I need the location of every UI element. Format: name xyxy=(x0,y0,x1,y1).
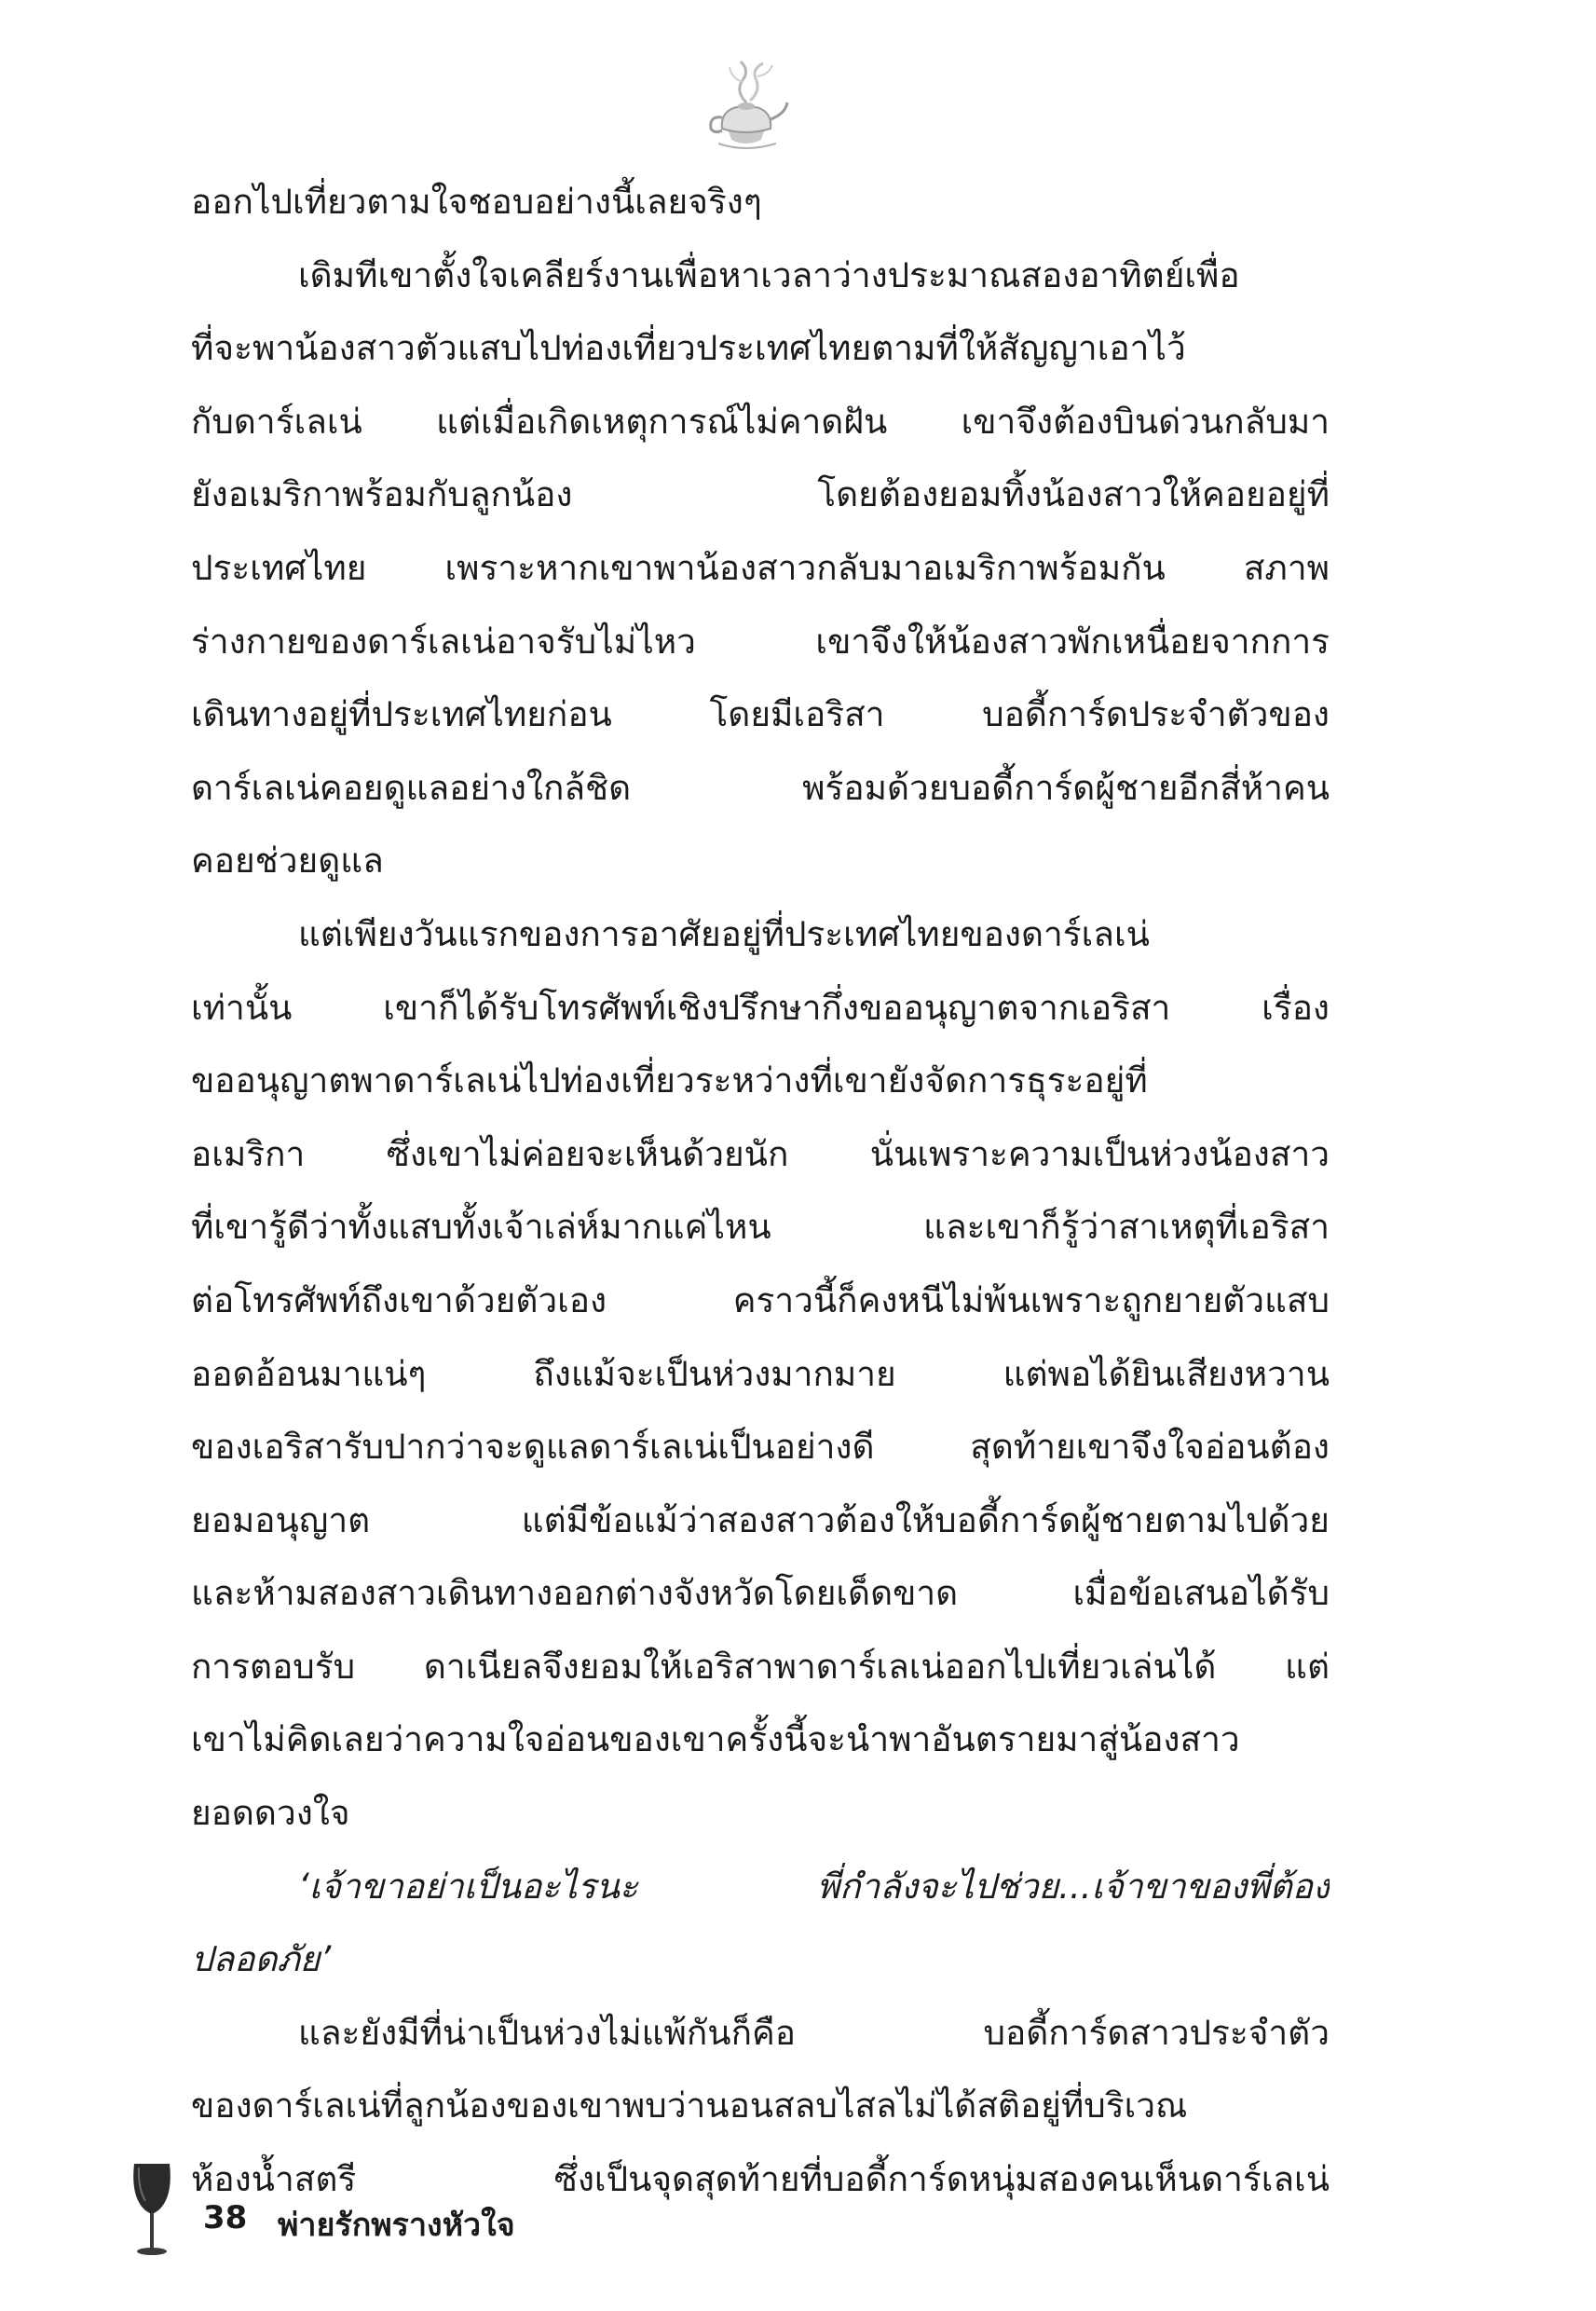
teapot-ornament-icon xyxy=(694,54,797,157)
body-line: ต่อโทรศัพท์ถึงเขาด้วยตัวเอง คราวนี้ก็คงหนีไม่พ้นเพราะถูกยายตัวแสบ xyxy=(191,1279,1330,1320)
body-line: ของดาร์เลเน่ที่ลูกน้องของเขาพบว่านอนสลบไสลไม่ได้สติอยู่ที่บริเวณ xyxy=(191,2085,1188,2126)
body-line: ออดอ้อนมาแน่ๆ ถึงแม้จะเป็นห่วงมากมาย แต่พอได้ยินเสียงหวาน xyxy=(191,1353,1330,1394)
body-line: ที่จะพาน้องสาวตัวแสบไปท่องเที่ยวประเทศไทยตามที่ให้สัญญาเอาไว้ xyxy=(191,328,1186,369)
body-line: อเมริกา ซึ่งเขาไม่ค่อยจะเห็นด้วยนัก นั่นเพราะความเป็นห่วงน้องสาว xyxy=(191,1133,1330,1174)
body-line: และห้ามสองสาวเดินทางออกต่างจังหวัดโดยเด็ดขาด เมื่อข้อเสนอได้รับ xyxy=(191,1573,1330,1614)
wine-glass-icon xyxy=(130,2160,173,2258)
body-line: ยอดดวงใจ xyxy=(191,1793,350,1834)
body-line: การตอบรับ ดาเนียลจึงยอมให้เอริสาพาดาร์เลเน่ออกไปเที่ยวเล่นได้ แต่ xyxy=(191,1646,1330,1687)
body-line: ดาร์เลเน่คอยดูแลอย่างใกล้ชิด พร้อมด้วยบอดี้การ์ดผู้ชายอีกสี่ห้าคน xyxy=(191,767,1330,808)
body-line: คอยช่วยดูแล xyxy=(191,841,384,882)
body-line: ออกไปเที่ยวตามใจชอบอย่างนี้เลยจริงๆ xyxy=(191,182,762,222)
body-line: แต่เพียงวันแรกของการอาศัยอยู่ที่ประเทศไทยของดาร์เลเน่ xyxy=(298,913,1150,954)
body-line: ยอมอนุญาต แต่มีข้อแม้ว่าสองสาวต้องให้บอดี้การ์ดผู้ชายตามไปด้วย xyxy=(191,1499,1330,1540)
body-line: กับดาร์เลเน่ แต่เมื่อเกิดเหตุการณ์ไม่คาดฝัน เขาจึงต้องบินด่วนกลับมา xyxy=(191,401,1330,442)
body-line: ขออนุญาตพาดาร์เลเน่ไปท่องเที่ยวระหว่างที่เขายังจัดการธุระอยู่ที่ xyxy=(191,1060,1148,1101)
body-line: เดินทางอยู่ที่ประเทศไทยก่อน โดยมีเอริสา บอดี้การ์ดประจำตัวของ xyxy=(191,694,1330,735)
body-line: และยังมีที่น่าเป็นห่วงไม่แพ้กันก็คือ บอดี้การ์ดสาวประจำตัว xyxy=(298,2012,1330,2053)
body-line: ปลอดภัย’ xyxy=(191,1939,332,1980)
body-line: ที่เขารู้ดีว่าทั้งแสบทั้งเจ้าเล่ห์มากแค่ไหน และเขาก็รู้ว่าสาเหตุที่เอริสา xyxy=(191,1207,1330,1248)
page-footer xyxy=(130,2160,969,2263)
body-text xyxy=(191,166,1330,2217)
body-line: เท่านั้น เขาก็ได้รับโทรศัพท์เชิงปรึกษากึ่งขออนุญาตจากเอริสา เรื่อง xyxy=(191,987,1330,1028)
page-number: 38 xyxy=(203,2199,248,2236)
body-line: ประเทศไทย เพราะหากเขาพาน้องสาวกลับมาอเมริกาพร้อมกัน สภาพ xyxy=(191,547,1330,588)
body-line: ของเอริสารับปากว่าจะดูแลดาร์เลเน่เป็นอย่างดี สุดท้ายเขาจึงใจอ่อนต้อง xyxy=(191,1427,1330,1468)
body-line: เขาไม่คิดเลยว่าความใจอ่อนของเขาครั้งนี้จะนำพาอันตรายมาสู่น้องสาว xyxy=(191,1719,1240,1760)
body-line: ห้องน้ำสตรี ซึ่งเป็นจุดสุดท้ายที่บอดี้การ์ดหนุ่มสองคนเห็นดาร์เลเน่ xyxy=(191,2159,1330,2200)
book-title: พ่ายรักพรางหัวใจ xyxy=(278,2207,515,2244)
body-line: ร่างกายของดาร์เลเน่อาจรับไม่ไหว เขาจึงให้น้องสาวพักเหนื่อยจากการ xyxy=(191,621,1330,662)
body-line: เดิมทีเขาตั้งใจเคลียร์งานเพื่อหาเวลาว่างประมาณสองอาทิตย์เพื่อ xyxy=(298,254,1240,295)
body-line: ยังอเมริกาพร้อมกับลูกน้อง โดยต้องยอมทิ้งน้องสาวให้คอยอยู่ที่ xyxy=(191,474,1330,515)
body-line: ‘เจ้าขาอย่าเป็นอะไรนะ พี่กำลังจะไปช่วย...เจ้าขาของพี่ต้อง xyxy=(298,1866,1330,1907)
